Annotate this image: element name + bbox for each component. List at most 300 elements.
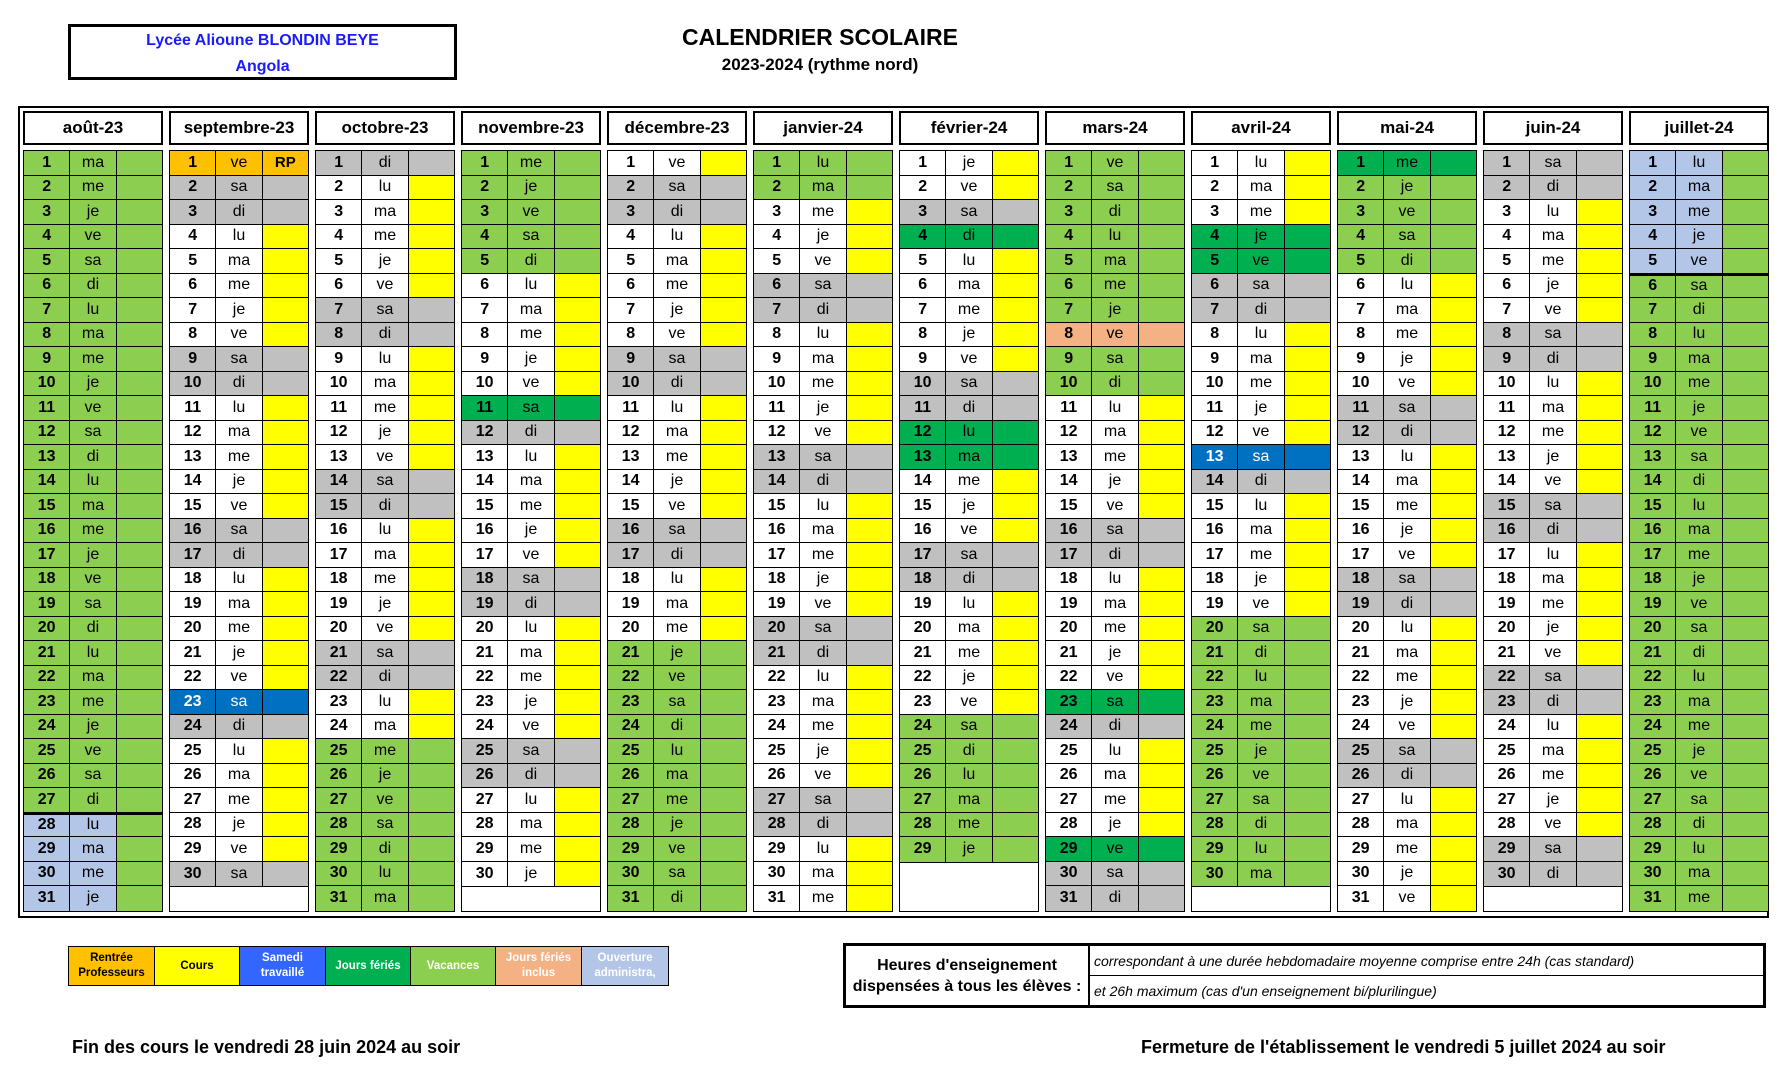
- day-weekday: sa: [1530, 666, 1576, 690]
- day-weekday: ve: [508, 715, 554, 739]
- day-number: 1: [1630, 151, 1676, 175]
- day-row: [316, 568, 454, 593]
- day-status: [1139, 298, 1184, 322]
- day-row: [1338, 494, 1476, 519]
- day-status: [409, 249, 454, 273]
- day-row: [754, 690, 892, 715]
- day-status: [1139, 862, 1184, 886]
- day-weekday: di: [1530, 862, 1576, 887]
- month-column: [1483, 111, 1623, 912]
- day-number: 27: [1192, 788, 1238, 812]
- day-weekday: je: [70, 372, 116, 396]
- day-number: 29: [24, 837, 70, 861]
- day-row: [1338, 372, 1476, 397]
- day-row: [462, 519, 600, 544]
- day-number: 30: [1192, 862, 1238, 887]
- day-number: 19: [170, 592, 216, 616]
- month-column: [461, 111, 601, 912]
- day-row: [462, 813, 600, 838]
- day-row: [1046, 396, 1184, 421]
- day-status: [555, 617, 600, 641]
- day-weekday: di: [216, 372, 262, 396]
- day-row: [1338, 813, 1476, 838]
- day-weekday: ma: [508, 470, 554, 494]
- day-number: 3: [1192, 200, 1238, 224]
- day-number: 27: [1338, 788, 1384, 812]
- day-weekday: lu: [1092, 225, 1138, 249]
- day-row: [1192, 470, 1330, 495]
- day-status: [263, 225, 308, 249]
- day-number: 31: [1630, 886, 1676, 911]
- day-number: 12: [24, 421, 70, 445]
- day-number: 12: [900, 421, 946, 445]
- day-status: [1139, 274, 1184, 298]
- day-weekday: ve: [654, 494, 700, 518]
- day-row: [1630, 298, 1768, 323]
- day-status: [993, 200, 1038, 224]
- day-number: 29: [1338, 837, 1384, 861]
- day-weekday: ve: [1238, 764, 1284, 788]
- day-number: 4: [1630, 225, 1676, 249]
- day-number: 25: [1046, 739, 1092, 763]
- day-row: [1484, 445, 1622, 470]
- day-row: [1192, 298, 1330, 323]
- day-weekday: je: [800, 396, 846, 420]
- day-number: 27: [24, 788, 70, 812]
- day-weekday: ve: [1384, 886, 1430, 911]
- day-number: 10: [24, 372, 70, 396]
- day-row: [608, 200, 746, 225]
- day-row: [1046, 249, 1184, 274]
- day-weekday: di: [654, 543, 700, 567]
- day-weekday: ma: [946, 445, 992, 469]
- day-status: [1723, 276, 1768, 298]
- day-row: [462, 617, 600, 642]
- day-row: [754, 421, 892, 446]
- day-number: 7: [1484, 298, 1530, 322]
- day-number: 17: [1192, 543, 1238, 567]
- day-row: [1484, 225, 1622, 250]
- day-row: [900, 421, 1038, 446]
- day-row: [24, 396, 162, 421]
- day-status: [1723, 764, 1768, 788]
- day-number: 23: [1484, 690, 1530, 714]
- day-number: 29: [608, 837, 654, 861]
- day-number: 23: [170, 690, 216, 714]
- day-status: [1139, 249, 1184, 273]
- day-status: [701, 837, 746, 861]
- day-weekday: je: [1676, 739, 1722, 763]
- day-row: [462, 862, 600, 887]
- day-weekday: ma: [1530, 739, 1576, 763]
- day-status: [1577, 862, 1622, 887]
- day-row: [316, 690, 454, 715]
- month-header: décembre-23: [607, 111, 747, 145]
- day-number: 24: [1192, 715, 1238, 739]
- day-weekday: di: [1238, 298, 1284, 322]
- day-number: 18: [1046, 568, 1092, 592]
- month-header: mai-24: [1337, 111, 1477, 145]
- day-weekday: ve: [946, 690, 992, 714]
- day-row: [900, 592, 1038, 617]
- day-weekday: me: [800, 200, 846, 224]
- day-row: [170, 519, 308, 544]
- day-status: [263, 176, 308, 200]
- month-days: [1191, 150, 1331, 887]
- day-weekday: sa: [70, 592, 116, 616]
- day-row: [462, 200, 600, 225]
- day-weekday: sa: [1238, 445, 1284, 469]
- footer-end-of-classes: Fin des cours le vendredi 28 juin 2024 au soir: [72, 1037, 461, 1057]
- day-number: 19: [1192, 592, 1238, 616]
- day-weekday: ve: [362, 617, 408, 641]
- day-status: [1723, 151, 1768, 175]
- day-row: [24, 641, 162, 666]
- day-status: [1577, 421, 1622, 445]
- day-status: [555, 225, 600, 249]
- day-number: 3: [900, 200, 946, 224]
- day-row: [316, 347, 454, 372]
- day-number: 10: [170, 372, 216, 396]
- day-row: [1484, 739, 1622, 764]
- day-status: [993, 274, 1038, 298]
- day-number: 30: [462, 862, 508, 887]
- day-status: [409, 200, 454, 224]
- day-row: [24, 445, 162, 470]
- day-row: [754, 592, 892, 617]
- day-status: [847, 788, 892, 812]
- day-row: [1484, 715, 1622, 740]
- day-weekday: ve: [362, 445, 408, 469]
- day-status: [117, 666, 162, 690]
- day-status: [1285, 837, 1330, 861]
- day-status: [701, 200, 746, 224]
- day-status: [847, 151, 892, 175]
- day-number: 4: [1484, 225, 1530, 249]
- day-status: [555, 298, 600, 322]
- day-status: RP: [263, 151, 308, 175]
- day-status: [1431, 470, 1476, 494]
- day-weekday: sa: [800, 445, 846, 469]
- day-number: 2: [462, 176, 508, 200]
- day-row: [1630, 470, 1768, 495]
- day-number: 13: [1192, 445, 1238, 469]
- day-status: [847, 396, 892, 420]
- day-number: 9: [900, 347, 946, 371]
- day-weekday: lu: [216, 225, 262, 249]
- day-row: [24, 494, 162, 519]
- day-row: [754, 298, 892, 323]
- day-number: 24: [24, 715, 70, 739]
- day-weekday: ma: [800, 347, 846, 371]
- day-number: 18: [462, 568, 508, 592]
- day-status: [1285, 372, 1330, 396]
- day-status: [847, 445, 892, 469]
- day-number: 22: [1046, 666, 1092, 690]
- calendar-grid: [18, 106, 1769, 918]
- day-number: 12: [316, 421, 362, 445]
- day-status: [409, 372, 454, 396]
- day-status: [117, 815, 162, 837]
- day-status: [993, 788, 1038, 812]
- day-row: [1046, 837, 1184, 862]
- day-weekday: lu: [508, 617, 554, 641]
- day-status: [1285, 470, 1330, 494]
- day-weekday: me: [362, 225, 408, 249]
- day-weekday: di: [508, 421, 554, 445]
- day-weekday: me: [216, 274, 262, 298]
- day-status: [701, 323, 746, 347]
- day-row: [1630, 690, 1768, 715]
- day-weekday: ma: [800, 862, 846, 886]
- day-status: [555, 347, 600, 371]
- day-weekday: je: [1676, 568, 1722, 592]
- day-number: 17: [900, 543, 946, 567]
- day-weekday: ma: [1092, 249, 1138, 273]
- day-status: [1139, 788, 1184, 812]
- day-row: [1046, 151, 1184, 176]
- day-status: [1431, 862, 1476, 886]
- day-status: [409, 862, 454, 886]
- day-row: [1338, 788, 1476, 813]
- day-number: 16: [608, 519, 654, 543]
- day-number: 1: [462, 151, 508, 175]
- day-row: [608, 592, 746, 617]
- day-number: 20: [316, 617, 362, 641]
- day-status: [117, 323, 162, 347]
- day-status: [1723, 494, 1768, 518]
- day-row: [900, 396, 1038, 421]
- day-weekday: ve: [70, 396, 116, 420]
- day-status: [1431, 176, 1476, 200]
- day-weekday: sa: [1092, 347, 1138, 371]
- day-row: [754, 837, 892, 862]
- day-status: [1139, 347, 1184, 371]
- day-number: 5: [1192, 249, 1238, 273]
- day-row: [316, 200, 454, 225]
- day-number: 14: [1630, 470, 1676, 494]
- day-number: 26: [900, 764, 946, 788]
- day-weekday: di: [800, 470, 846, 494]
- day-status: [1285, 519, 1330, 543]
- day-row: [1046, 372, 1184, 397]
- day-weekday: sa: [654, 347, 700, 371]
- day-row: [1338, 739, 1476, 764]
- day-row: [1192, 494, 1330, 519]
- day-row: [1338, 347, 1476, 372]
- day-status: [1431, 690, 1476, 714]
- day-number: 8: [1630, 323, 1676, 347]
- day-status: [993, 813, 1038, 837]
- day-row: [900, 372, 1038, 397]
- day-weekday: je: [654, 641, 700, 665]
- day-row: [1630, 372, 1768, 397]
- day-weekday: ma: [216, 249, 262, 273]
- day-weekday: lu: [654, 396, 700, 420]
- day-row: [316, 543, 454, 568]
- day-row: [24, 323, 162, 348]
- day-row: [900, 788, 1038, 813]
- day-weekday: je: [654, 470, 700, 494]
- day-row: [1484, 176, 1622, 201]
- day-status: [263, 470, 308, 494]
- day-number: 6: [1192, 274, 1238, 298]
- day-status: [701, 274, 746, 298]
- day-number: 29: [1046, 837, 1092, 861]
- day-row: [1338, 543, 1476, 568]
- day-status: [409, 592, 454, 616]
- day-number: 18: [24, 568, 70, 592]
- day-weekday: ma: [1676, 519, 1722, 543]
- day-weekday: di: [508, 764, 554, 788]
- day-row: [170, 764, 308, 789]
- day-row: [900, 298, 1038, 323]
- day-status: [1723, 788, 1768, 812]
- day-row: [170, 666, 308, 691]
- day-weekday: ma: [508, 641, 554, 665]
- day-weekday: ma: [1676, 690, 1722, 714]
- day-status: [1723, 249, 1768, 273]
- day-weekday: lu: [1676, 323, 1722, 347]
- day-number: 25: [1484, 739, 1530, 763]
- day-row: [170, 151, 308, 176]
- day-row: [754, 568, 892, 593]
- day-weekday: di: [1676, 813, 1722, 837]
- day-number: 18: [1338, 568, 1384, 592]
- day-number: 22: [316, 666, 362, 690]
- day-status: [701, 739, 746, 763]
- day-row: [462, 323, 600, 348]
- day-row: [900, 470, 1038, 495]
- day-row: [754, 641, 892, 666]
- day-weekday: ve: [362, 788, 408, 812]
- day-status: [1577, 323, 1622, 347]
- day-status: [1577, 274, 1622, 298]
- day-weekday: lu: [946, 764, 992, 788]
- day-status: [117, 274, 162, 298]
- day-weekday: me: [216, 617, 262, 641]
- day-number: 21: [1046, 641, 1092, 665]
- day-status: [1139, 592, 1184, 616]
- day-row: [1046, 298, 1184, 323]
- day-number: 25: [316, 739, 362, 763]
- day-weekday: ma: [70, 666, 116, 690]
- day-status: [409, 617, 454, 641]
- day-status: [1139, 617, 1184, 641]
- day-row: [1338, 641, 1476, 666]
- day-number: 11: [754, 396, 800, 420]
- day-number: 29: [754, 837, 800, 861]
- day-status: [1285, 788, 1330, 812]
- day-number: 28: [1338, 813, 1384, 837]
- day-row: [1630, 519, 1768, 544]
- day-weekday: je: [216, 813, 262, 837]
- day-weekday: di: [800, 813, 846, 837]
- day-row: [316, 494, 454, 519]
- day-number: 24: [170, 715, 216, 739]
- day-row: [1630, 617, 1768, 642]
- day-status: [993, 641, 1038, 665]
- day-status: [1723, 323, 1768, 347]
- day-row: [1338, 837, 1476, 862]
- day-row: [900, 176, 1038, 201]
- day-number: 4: [1046, 225, 1092, 249]
- day-status: [1577, 764, 1622, 788]
- day-row: [1338, 764, 1476, 789]
- month-header: janvier-24: [753, 111, 893, 145]
- day-weekday: me: [70, 690, 116, 714]
- day-row: [1192, 641, 1330, 666]
- day-number: 28: [462, 813, 508, 837]
- day-number: 17: [1046, 543, 1092, 567]
- day-weekday: di: [70, 617, 116, 641]
- day-weekday: di: [946, 568, 992, 592]
- day-number: 8: [1046, 323, 1092, 347]
- day-weekday: di: [70, 274, 116, 298]
- day-row: [170, 543, 308, 568]
- day-status: [1431, 568, 1476, 592]
- day-status: [1431, 274, 1476, 298]
- day-weekday: ma: [70, 494, 116, 518]
- day-status: [1431, 200, 1476, 224]
- day-weekday: di: [654, 200, 700, 224]
- day-status: [1577, 372, 1622, 396]
- day-status: [409, 715, 454, 739]
- day-weekday: ve: [654, 151, 700, 175]
- day-weekday: ve: [216, 151, 262, 175]
- day-weekday: sa: [70, 764, 116, 788]
- day-row: [1630, 494, 1768, 519]
- day-row: [900, 274, 1038, 299]
- day-status: [263, 274, 308, 298]
- month-days: [1045, 150, 1185, 912]
- day-weekday: sa: [1676, 276, 1722, 298]
- day-weekday: je: [70, 886, 116, 911]
- day-row: [1338, 200, 1476, 225]
- day-status: [1577, 715, 1622, 739]
- day-row: [462, 494, 600, 519]
- day-number: 20: [754, 617, 800, 641]
- day-weekday: je: [1238, 739, 1284, 763]
- day-number: 11: [462, 396, 508, 420]
- day-number: 27: [754, 788, 800, 812]
- legend-item: Jours fériés inclus: [496, 947, 582, 985]
- day-number: 16: [1630, 519, 1676, 543]
- day-status: [409, 568, 454, 592]
- day-status: [1577, 445, 1622, 469]
- day-row: [608, 739, 746, 764]
- day-number: 1: [900, 151, 946, 175]
- day-row: [1630, 274, 1768, 299]
- day-row: [1046, 347, 1184, 372]
- day-weekday: di: [1238, 813, 1284, 837]
- day-number: 8: [1338, 323, 1384, 347]
- day-status: [1431, 519, 1476, 543]
- day-row: [608, 764, 746, 789]
- day-status: [993, 151, 1038, 175]
- day-status: [117, 592, 162, 616]
- day-status: [409, 445, 454, 469]
- day-number: 22: [24, 666, 70, 690]
- day-status: [1139, 225, 1184, 249]
- day-row: [1484, 862, 1622, 887]
- day-row: [754, 617, 892, 642]
- day-row: [1484, 396, 1622, 421]
- day-number: 12: [1484, 421, 1530, 445]
- day-status: [1285, 617, 1330, 641]
- day-number: 5: [608, 249, 654, 273]
- day-number: 4: [24, 225, 70, 249]
